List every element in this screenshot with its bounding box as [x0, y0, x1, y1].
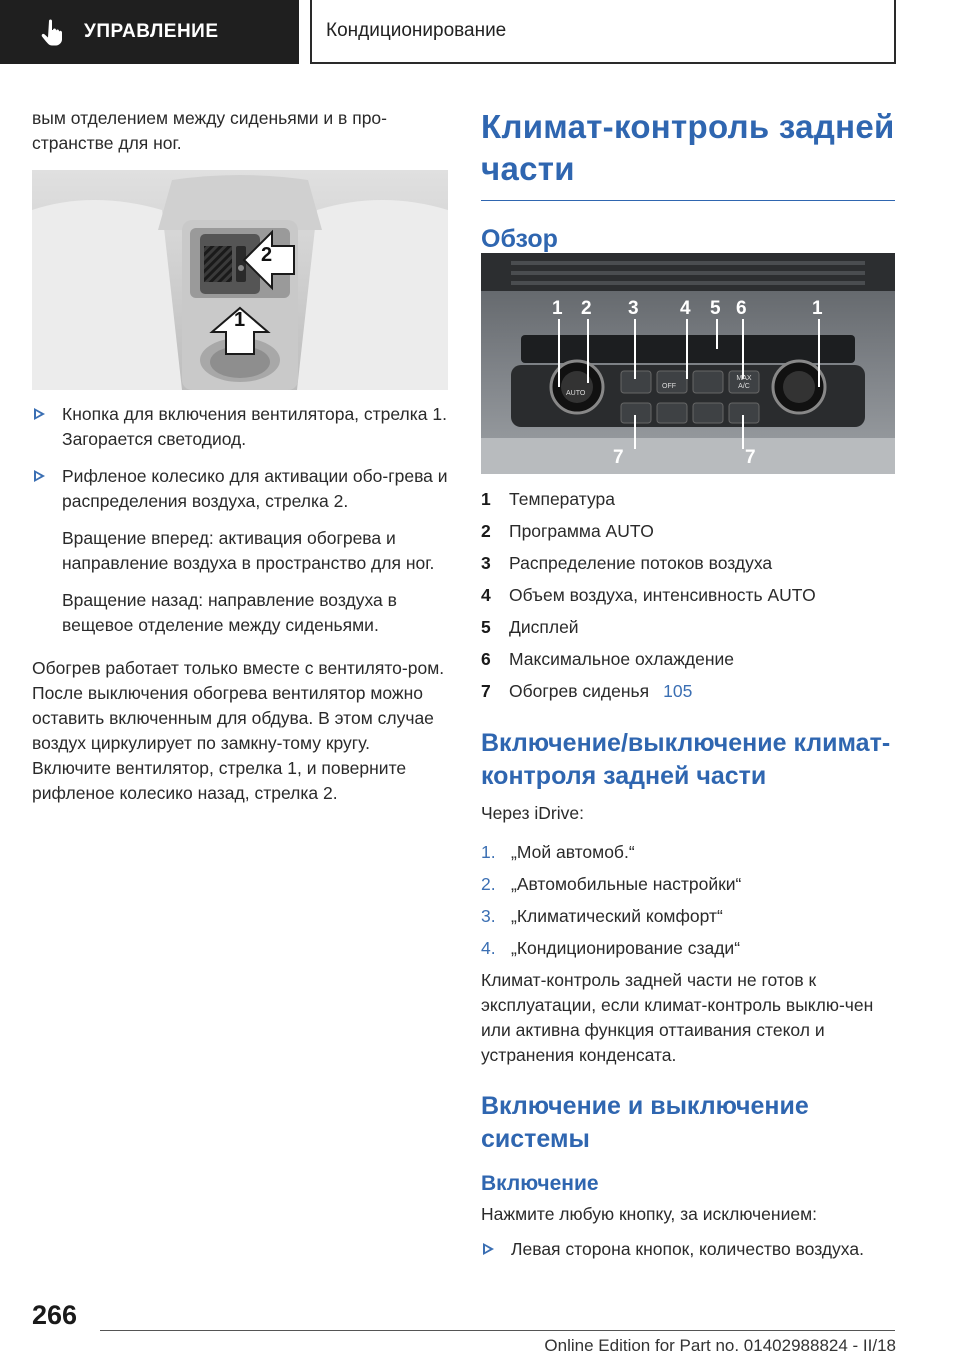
fig-label-5: 5 — [710, 298, 721, 319]
main-heading: Климат-контроль задней части — [481, 108, 895, 187]
triangle-bullet-icon — [34, 408, 45, 420]
via-idrive-text: Через iDrive: — [481, 803, 584, 823]
right-body — [481, 483, 895, 1262]
edition-footer: Online Edition for Part no. 01402988824 - II/18 — [544, 1336, 896, 1355]
btn-auto-label: AUTO — [566, 390, 586, 397]
fig-label-1a: 1 — [552, 298, 563, 319]
hand-pointer-icon — [38, 17, 68, 47]
page-ref-link[interactable]: 105 — [663, 681, 693, 701]
overview-heading: Обзор — [481, 225, 558, 253]
legend-item: 3 Распределение потоков воздуха — [481, 553, 773, 573]
press-any-button-text: Нажмите любую кнопку, за исключением: — [481, 1204, 817, 1224]
heating-paragraph: Обогрев работает только вместе с вентилято-ром. После выключения обогрева вентилятор можно оставить включенным для обдува. В этом случае воздух циркулирует по замкну-тому кругу. Включите вентилятор, стрелка 1, и поверните рифленое колесико назад, стрелка 2. — [32, 658, 445, 803]
section-title: УПРАВЛЕНИЕ — [84, 21, 219, 42]
heading-rule — [481, 200, 895, 201]
chapter-tab — [310, 0, 896, 64]
btn-maxac-label: MAX A/C — [736, 375, 752, 390]
legend-item: 1 Температура — [481, 489, 615, 509]
step-item: 4. „Кондиционирование сзади“ — [481, 938, 741, 958]
left-column — [32, 106, 448, 156]
rear-climate-panel-figure — [481, 253, 895, 474]
bullet-text: Левая сторона кнопок, количество воздуха. — [511, 1239, 864, 1259]
not-ready-note: Климат-контроль задней части не готов к эксплуатации, если климат-контроль выклю-чен или активна функция оттаивания стекол и устранения конденсата. — [481, 970, 874, 1065]
fig-label-3: 3 — [628, 298, 639, 319]
switch-on-heading: Включение — [481, 1172, 599, 1195]
legend-item: 5 Дисплей — [481, 617, 579, 637]
onoff-heading: Включение/выключение климат-контроля задней части — [481, 729, 891, 790]
footer-rule — [100, 1330, 895, 1331]
forward-rotation-text: Вращение вперед: активация обогрева и направление воздуха в пространство для ног. — [62, 528, 435, 573]
fig-label-4: 4 — [680, 298, 691, 319]
fig-label-7a: 7 — [613, 447, 624, 468]
fig-label-6: 6 — [736, 298, 747, 319]
legend-item: 4 Объем воздуха, интенсивность AUTO — [481, 585, 816, 605]
left-body — [32, 402, 448, 806]
bullet-text: Рифленое колесико для активации обо-грева и распределения воздуха, стрелка 2. — [62, 466, 448, 511]
bullet-item — [32, 402, 448, 452]
chapter-title: Кондиционирование — [326, 20, 507, 41]
bullet-item — [32, 464, 448, 514]
legend-item: 2 Программа AUTO — [481, 521, 654, 541]
fig-label-2: 2 — [581, 298, 592, 319]
triangle-bullet-icon — [34, 470, 45, 482]
climate-panel-illustration — [481, 253, 895, 474]
backward-rotation-text: Вращение назад: направление воздуха в вещевое отделение между сиденьями. — [62, 590, 397, 635]
page-number: 266 — [32, 1300, 78, 1330]
fig-label-7b: 7 — [745, 447, 756, 468]
figure-label-1: 1 — [234, 309, 246, 331]
legend-item: 6 Максимальное охлаждение — [481, 649, 735, 669]
bullet-text: Кнопка для включения вентилятора, стрелка 1. Загорается светодиод. — [62, 404, 447, 449]
legend-list — [481, 483, 895, 707]
steps-list — [481, 836, 895, 964]
bullet-item — [481, 1237, 895, 1262]
step-item: 3. „Климатический комфорт“ — [481, 906, 723, 926]
console-vent-illustration — [32, 170, 448, 390]
intro-text: вым отделением между сиденьями и в про-странстве для ног. — [32, 108, 387, 153]
system-onoff-heading: Включение и выключение системы — [481, 1092, 809, 1153]
right-column-header — [481, 106, 895, 256]
section-tab — [0, 0, 299, 64]
step-item: 2. „Автомобильные настройки“ — [481, 874, 742, 894]
fig-label-1b: 1 — [812, 298, 823, 319]
step-item: 1. „Мой автомоб.“ — [481, 842, 635, 862]
console-vent-figure — [32, 170, 448, 390]
legend-item: 7 Обогрев сиденья 105 — [481, 675, 895, 707]
triangle-bullet-icon — [483, 1243, 494, 1255]
figure-label-2: 2 — [261, 244, 273, 266]
btn-off-label: OFF — [662, 383, 676, 390]
